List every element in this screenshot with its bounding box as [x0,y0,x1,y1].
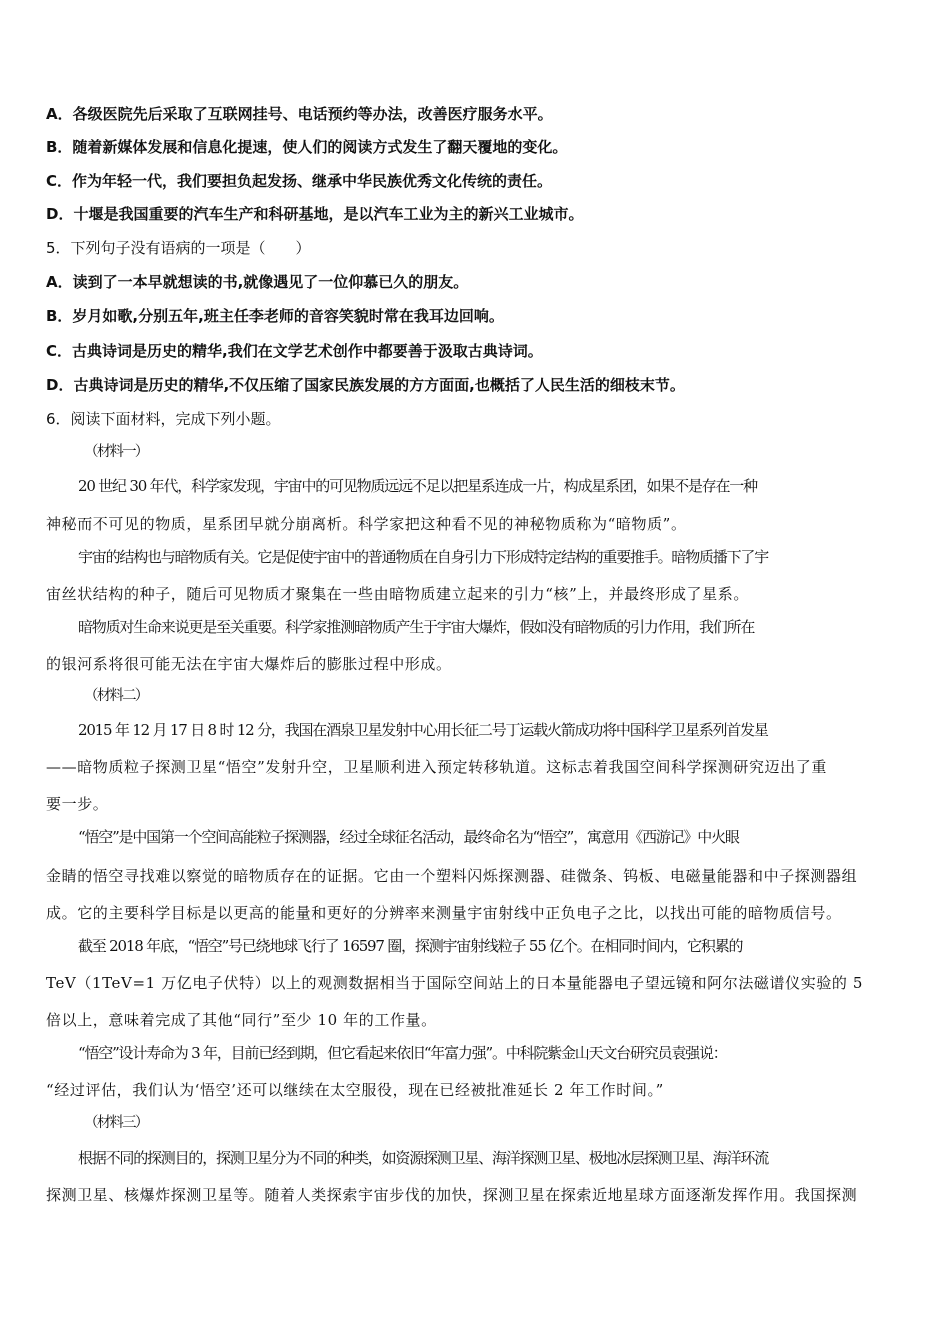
material-1-line: 宙丝状结构的种子，随后可见物质才聚集在一些由暗物质建立起来的引力“核”上，并最终形成了星系。 [46,585,749,603]
material-2-line: ——暗物质粒子探测卫星“悟空”发射升空，卫星顺利进入预定转移轨道。这标志着我国空间科学探测研究迈出了重 [46,758,827,776]
material-2-line: 2015 年 12 月 17 日 8 时 12 分，我国在酒泉卫星发射中心用长征二号丁运载火箭成功将中国科学卫星系列首发星 [78,721,768,739]
q5-option-d: D．古典诗词是历史的精华,不仅压缩了国家民族发展的方方面面,也概括了人民生活的细枝末节。 [46,376,685,394]
material-2-line: TeV（1TeV=1 万亿电子伏特）以上的观测数据相当于国际空间站上的日本量能器电子望远镜和阿尔法磁谱仪实验的 5 [46,974,864,992]
material-3-line: 根据不同的探测目的，探测卫星分为不同的种类，如资源探测卫星、海洋探测卫星、极地冰层探测卫星、海洋环流 [78,1149,769,1167]
q4-option-b: B．随着新媒体发展和信息化提速，使人们的阅读方式发生了翻天覆地的变化。 [46,138,568,156]
material-2-label: （材料二） [84,688,148,704]
material-3-label: （材料三） [84,1115,148,1131]
q5-stem: 5．下列句子没有语病的一项是（ ） [46,239,311,257]
q5-option-b: B．岁月如歌,分别五年,班主任李老师的音容笑貌时常在我耳边回响。 [46,307,504,325]
q5-option-c: C．古典诗词是历史的精华,我们在文学艺术创作中都要善于汲取古典诗词。 [46,342,543,360]
q4-option-d: D．十堰是我国重要的汽车生产和科研基地，是以汽车工业为主的新兴工业城市。 [46,205,584,223]
material-2-line: 金睛的悟空寻找难以察觉的暗物质存在的证据。它由一个塑料闪烁探测器、硅微条、钨板、电磁量能器和中子探测器组 [46,867,858,885]
q5-option-a: A．读到了一本早就想读的书,就像遇见了一位仰慕已久的朋友。 [46,273,469,291]
q6-stem: 6．阅读下面材料，完成下列小题。 [46,410,281,428]
material-1-label: （材料一） [84,444,148,460]
material-1-line: 宇宙的结构也与暗物质有关。它是促使宇宙中的普通物质在自身引力下形成特定结构的重要推手。暗物质播下了宇 [78,548,769,566]
material-2-line: 截至 2018 年底，“悟空”号已绕地球飞行了 16597 圈，探测宇宙射线粒子 55 亿个。在相同时间内，它积累的 [78,937,743,955]
material-2-line: “悟空”是中国第一个空间高能粒子探测器，经过全球征名活动，最终命名为“悟空”，寓意用《西游记》中火眼 [78,828,739,846]
material-2-line: “悟空”设计寿命为 3 年，目前已经到期，但它看起来依旧“年富力强”。中科院紫金山天文台研究员袁强说： [78,1044,727,1062]
material-1-line: 暗物质对生命来说更是至关重要。科学家推测暗物质产生于宇宙大爆炸，假如没有暗物质的引力作用，我们所在 [78,618,755,636]
material-2-line: 倍以上，意味着完成了其他“同行”至少 10 年的工作量。 [46,1011,437,1029]
material-1-line: 的银河系将很可能无法在宇宙大爆炸后的膨胀过程中形成。 [46,655,452,673]
material-3-line: 探测卫星、核爆炸探测卫星等。随着人类探索宇宙步伐的加快，探测卫星在探索近地星球方面逐渐发挥作用。我国探测 [46,1186,858,1204]
material-2-line: 要一步。 [46,795,109,813]
q4-option-c: C．作为年轻一代，我们要担负起发扬、继承中华民族优秀文化传统的责任。 [46,172,553,190]
material-2-line: 成。它的主要科学目标是以更高的能量和更好的分辨率来测量宇宙射线中正负电子之比，以找出可能的暗物质信号。 [46,904,842,922]
material-1-line: 神秘而不可见的物质，星系团早就分崩离析。科学家把这种看不见的神秘物质称为“暗物质”。 [46,515,687,533]
material-2-line: “经过评估，我们认为‘悟空’还可以继续在太空服役，现在已经被批准延长 2 年工作时间。” [46,1081,664,1099]
q4-option-a: A．各级医院先后采取了互联网挂号、电话预约等办法，改善医疗服务水平。 [46,105,553,123]
material-1-line: 20 世纪 30 年代，科学家发现，宇宙中的可见物质远远不足以把星系连成一片，构成星系团，如果不是存在一种 [78,477,757,495]
